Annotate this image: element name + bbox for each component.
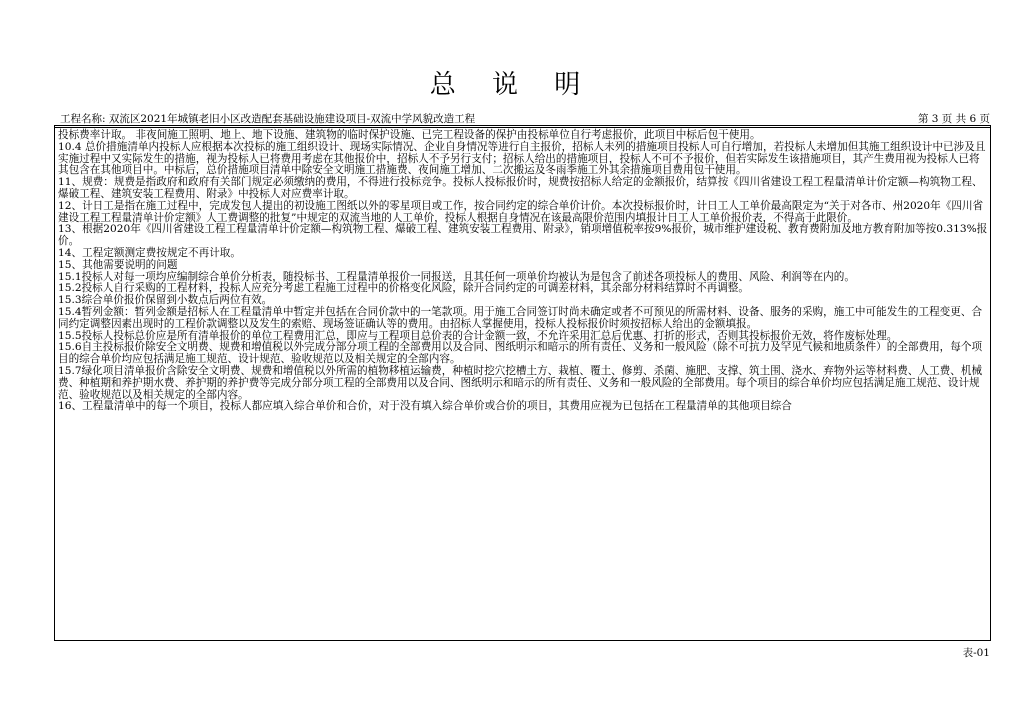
paragraph: 15.1投标人对每一项均应编制综合单价分析表，随投标书、工程量清单报价一同报送，且其任何一项单价均被认为是包含了前述各项投标人的费用、风险、利润等在内的。 — [58, 270, 855, 283]
paragraph: 15、其他需要说明的问题 — [58, 258, 178, 271]
paragraph: 16、工程量清单中的每一个项目，投标人都应填入综合单价和合价，对于没有填入综合单价或合价的项目，其费用应视为已包括在工程量清单的其他项目综合 — [58, 400, 792, 413]
paragraph: 12、计日工是指在施工过程中，完成发包人提出的初设施工图纸以外的零星项目或工作，按合同约定的综合单价计价。本次投标报价时，计日工人工单价最高限定为“关于对各市、州2020年《四川省建设工程工程量清单计价定额》人工费调整的批复”中规定的双流当地的人工单价，投标人根据自身情况在该最高限价范围内填报计日工人工单价报价表，不得高于此限价。 — [58, 199, 984, 224]
paragraph: 13、根据2020年《四川省建设工程工程量清单计价定额—构筑物工程、爆破工程、建筑安装工程费用、附录》，销项增值税率按9%报价，城市维护建设税、教育费附加及地方教育附加等按0.313%报价。 — [58, 223, 988, 248]
project-name: 工程名称: 双流区2021年城镇老旧小区改造配套基础设施建设项目-双流中学风貌改造工程 — [60, 113, 476, 125]
frame-divider — [54, 127, 991, 128]
document-title: 总 说 明 — [429, 70, 595, 100]
paragraph: 15.3综合单价报价保留到小数点后两位有效。 — [58, 294, 273, 307]
paragraph: 11、规费：规费是指政府和政府有关部门规定必须缴纳的费用，不得进行投标竞争。投标人投标报价时，规费按招标人给定的金额报价，结算按《四川省建设工程工程量清单计价定额—构筑物工程、爆破工程、建筑安装工程费用、附录》中投标人对应费率计取。 — [58, 176, 983, 200]
paragraph: 14、工程定额测定费按规定不再计取。 — [58, 246, 241, 259]
paragraph: 15.2投标人自行采购的工程材料，投标人应充分考虑工程施工过程中的价格变化风险，除开合同约定的可调差材料，其余部分材料结算时不再调整。 — [58, 282, 749, 295]
paragraph: 15.4暂列金额：暂列金额是招标人在工程量清单中暂定并包括在合同价款中的一笔款项。用于施工合同签订时尚未确定或者不可预见的所需材料、设备、服务的采购，施工中可能发生的工程变更、合同约定调整因素出现时的工程价款调整以及发生的索赔、现场签证确认等的费用。由招标人掌握使用，投标人投标报价时须按招标人给出的金额填报。 — [58, 305, 983, 330]
paragraph: 投标费率计取。 非夜间施工照明、地上、地下设施、建筑物的临时保护设施、已完工程设备的保护由投标单位自行考虑报价，此项目中标后包干使用。 — [58, 129, 761, 141]
paragraph: 10.4 总价措施清单内投标人应根据本次投标的施工组织设计、现场实际情况、企业自身情况等进行自主报价，招标人未列的措施项目投标人可自行增加，若投标人未增加但其施工组织设计中已涉及且实施过程中又实际发生的措施，视为投标人已将费用考虑在其他报价中，招标人不予另行支付；招标人给出的措施项目，投标人不可不予报价，但若实际发生该措施项目，其产生费用视为投标人已将其包含在其他项目中。中标后，总价措施项目清单中除安全文明施工措施费、夜间施工增加、二次搬运及冬雨季施工外其余措施项目费用包干使用。 — [58, 140, 986, 177]
paragraph: 15.5投标人投标总价应是所有清单报价的单位工程费用汇总，即应与工程项目总价表的合计金额一致，不允许采用汇总后优惠、打折的形式，否则其投标报价无效，将作废标处理。 — [58, 329, 898, 342]
description-body — [58, 130, 988, 413]
page-indicator: 第 3 页 共 6 页 — [917, 113, 990, 125]
paragraph: 15.6自主投标报价除安全文明费、规费和增值税以外完成分部分项工程的全部费用以及合同、图纸明示和暗示的所有责任、义务和一般风险（除不可抗力及罕见气候和地质条件）的全部费用，每个项目的综合单价均应包括满足施工规范、设计规范、验收规范以及相关规定的全部内容。 — [58, 341, 983, 366]
form-code: 表-01 — [962, 647, 990, 659]
paragraph: 15.7绿化项目清单报价含除安全文明费、规费和增值税以外所需的植物移植运输费，种植时挖穴挖槽土方、栽植、覆土、修剪、杀菌、施肥、支撑、筑土围、浇水、弃物外运等材料费、人工费、机械费、种植期和养护期水费、养护期的养护费等完成分部分项工程的全部费用以及合同、图纸明示和暗示的所有责任、义务和一般风险的全部费用。每个项目的综合单价均应包括满足施工规范、设计规范、验收规范以及相关规定的全部内容。 — [58, 364, 983, 401]
